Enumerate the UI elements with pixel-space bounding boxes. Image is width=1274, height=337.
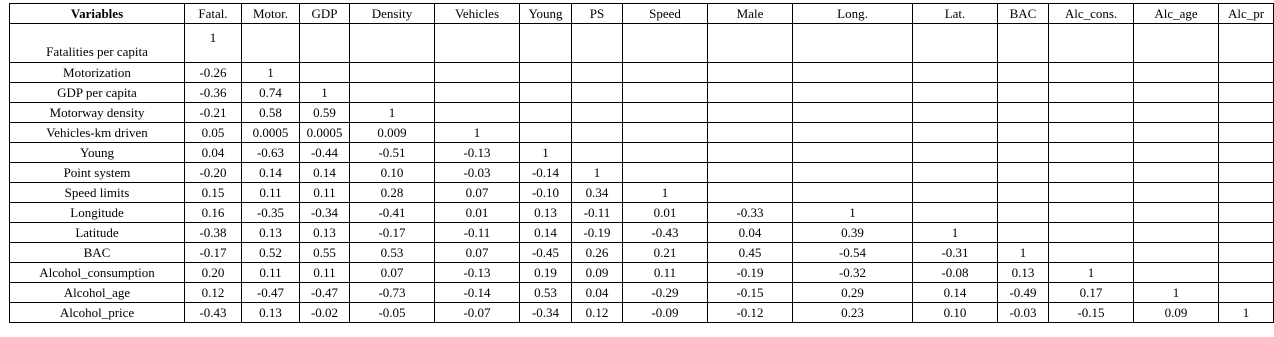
- table-body: [10, 24, 1274, 323]
- empty-cell: [572, 24, 623, 63]
- empty-cell: [793, 63, 913, 83]
- table-cell: -0.05: [350, 303, 435, 323]
- table-cell: -0.14: [520, 163, 572, 183]
- table-cell: -0.19: [572, 223, 623, 243]
- table-cell: -0.17: [350, 223, 435, 243]
- table-cell: 0.04: [185, 143, 242, 163]
- table-row: [10, 243, 1274, 263]
- empty-cell: [913, 143, 998, 163]
- table-cell: 0.01: [435, 203, 520, 223]
- row-label: Alcohol_price: [10, 303, 185, 323]
- table-row: [10, 263, 1274, 283]
- empty-cell: [572, 83, 623, 103]
- row-label: Alcohol_consumption: [10, 263, 185, 283]
- table-cell: 0.11: [623, 263, 708, 283]
- empty-cell: [913, 203, 998, 223]
- empty-cell: [350, 63, 435, 83]
- empty-cell: [1049, 243, 1134, 263]
- table-cell: 0.09: [1134, 303, 1219, 323]
- table-cell: 0.20: [185, 263, 242, 283]
- table-cell: 0.14: [242, 163, 300, 183]
- empty-cell: [623, 83, 708, 103]
- column-header: Alc_pr: [1219, 4, 1274, 24]
- empty-cell: [1134, 123, 1219, 143]
- table-cell: 0.11: [242, 263, 300, 283]
- table-cell: 0.21: [623, 243, 708, 263]
- empty-cell: [572, 63, 623, 83]
- table-cell: 1: [793, 203, 913, 223]
- correlation-table: [9, 3, 1274, 323]
- table-cell: -0.32: [793, 263, 913, 283]
- empty-cell: [623, 163, 708, 183]
- table-row: [10, 63, 1274, 83]
- empty-cell: [913, 183, 998, 203]
- empty-cell: [998, 143, 1049, 163]
- row-label: BAC: [10, 243, 185, 263]
- table-cell: -0.19: [708, 263, 793, 283]
- table-row: [10, 24, 1274, 63]
- table-cell: 0.11: [242, 183, 300, 203]
- empty-cell: [1049, 163, 1134, 183]
- table-cell: -0.54: [793, 243, 913, 263]
- table-cell: -0.13: [435, 143, 520, 163]
- table-cell: 0.17: [1049, 283, 1134, 303]
- table-cell: 0.12: [572, 303, 623, 323]
- table-cell: -0.20: [185, 163, 242, 183]
- table-cell: 0.55: [300, 243, 350, 263]
- empty-cell: [1134, 103, 1219, 123]
- table-row: [10, 163, 1274, 183]
- table-cell: 1: [350, 103, 435, 123]
- empty-cell: [300, 24, 350, 63]
- empty-cell: [1134, 63, 1219, 83]
- table-cell: -0.08: [913, 263, 998, 283]
- empty-cell: [998, 103, 1049, 123]
- empty-cell: [1049, 123, 1134, 143]
- table-row: [10, 223, 1274, 243]
- column-header: Long.: [793, 4, 913, 24]
- table-cell: -0.09: [623, 303, 708, 323]
- table-row: [10, 303, 1274, 323]
- table-cell: -0.73: [350, 283, 435, 303]
- row-label: GDP per capita: [10, 83, 185, 103]
- empty-cell: [913, 123, 998, 143]
- table-cell: 0.23: [793, 303, 913, 323]
- table-cell: 0.13: [242, 223, 300, 243]
- table-cell: 0.16: [185, 203, 242, 223]
- table-cell: 0.14: [520, 223, 572, 243]
- empty-cell: [998, 63, 1049, 83]
- table-cell: 0.12: [185, 283, 242, 303]
- table-cell: -0.12: [708, 303, 793, 323]
- table-row: [10, 103, 1274, 123]
- table-cell: 0.009: [350, 123, 435, 143]
- empty-cell: [793, 83, 913, 103]
- table-cell: -0.11: [435, 223, 520, 243]
- empty-cell: [1134, 203, 1219, 223]
- table-cell: -0.26: [185, 63, 242, 83]
- column-header: Alc_cons.: [1049, 4, 1134, 24]
- table-cell: -0.21: [185, 103, 242, 123]
- empty-cell: [1134, 243, 1219, 263]
- table-cell: 0.58: [242, 103, 300, 123]
- table-cell: -0.41: [350, 203, 435, 223]
- table-cell: -0.44: [300, 143, 350, 163]
- empty-cell: [793, 143, 913, 163]
- table-cell: -0.47: [300, 283, 350, 303]
- empty-cell: [435, 83, 520, 103]
- table-cell: 0.0005: [300, 123, 350, 143]
- table-row: [10, 123, 1274, 143]
- row-label: Latitude: [10, 223, 185, 243]
- table-cell: 1: [1134, 283, 1219, 303]
- empty-cell: [520, 123, 572, 143]
- table-cell: 0.14: [300, 163, 350, 183]
- empty-cell: [242, 24, 300, 63]
- table-cell: 1: [242, 63, 300, 83]
- empty-cell: [1219, 283, 1274, 303]
- empty-cell: [1134, 143, 1219, 163]
- table-cell: -0.34: [520, 303, 572, 323]
- column-header: Speed: [623, 4, 708, 24]
- table-cell: 0.13: [242, 303, 300, 323]
- empty-cell: [998, 183, 1049, 203]
- empty-cell: [1219, 24, 1274, 63]
- empty-cell: [1134, 223, 1219, 243]
- row-label: Point system: [10, 163, 185, 183]
- empty-cell: [793, 183, 913, 203]
- table-cell: 0.07: [435, 243, 520, 263]
- empty-cell: [708, 63, 793, 83]
- empty-cell: [300, 63, 350, 83]
- empty-cell: [793, 123, 913, 143]
- table-cell: 0.53: [350, 243, 435, 263]
- empty-cell: [998, 123, 1049, 143]
- table-cell: -0.45: [520, 243, 572, 263]
- table-cell: 0.14: [913, 283, 998, 303]
- table-row: [10, 83, 1274, 103]
- row-label: Fatalities per capita: [10, 24, 185, 63]
- empty-cell: [572, 123, 623, 143]
- table-cell: 0.59: [300, 103, 350, 123]
- empty-cell: [793, 24, 913, 63]
- table-cell: -0.17: [185, 243, 242, 263]
- empty-cell: [1219, 163, 1274, 183]
- table-row: [10, 203, 1274, 223]
- table-cell: -0.49: [998, 283, 1049, 303]
- table-cell: 0.11: [300, 263, 350, 283]
- empty-cell: [1219, 143, 1274, 163]
- table-cell: 1: [913, 223, 998, 243]
- table-cell: 0.05: [185, 123, 242, 143]
- empty-cell: [708, 103, 793, 123]
- empty-cell: [998, 223, 1049, 243]
- table-cell: 0.13: [300, 223, 350, 243]
- empty-cell: [572, 143, 623, 163]
- table-cell: -0.47: [242, 283, 300, 303]
- row-label: Motorway density: [10, 103, 185, 123]
- empty-cell: [435, 103, 520, 123]
- table-header: [10, 4, 1274, 24]
- column-header: GDP: [300, 4, 350, 24]
- table-cell: -0.13: [435, 263, 520, 283]
- table-cell: 0.15: [185, 183, 242, 203]
- table-row: [10, 143, 1274, 163]
- header-row: [10, 4, 1274, 24]
- table-cell: 0.13: [998, 263, 1049, 283]
- table-cell: 0.10: [913, 303, 998, 323]
- table-cell: 0.13: [520, 203, 572, 223]
- table-cell: 0.53: [520, 283, 572, 303]
- column-header: Alc_age: [1134, 4, 1219, 24]
- table-row: [10, 283, 1274, 303]
- table-cell: -0.33: [708, 203, 793, 223]
- empty-cell: [708, 24, 793, 63]
- table-cell: -0.10: [520, 183, 572, 203]
- column-header: Male: [708, 4, 793, 24]
- empty-cell: [708, 183, 793, 203]
- table-cell: 0.10: [350, 163, 435, 183]
- table-cell: -0.38: [185, 223, 242, 243]
- empty-cell: [1049, 203, 1134, 223]
- empty-cell: [913, 103, 998, 123]
- table-cell: 1: [520, 143, 572, 163]
- table-cell: 0.04: [708, 223, 793, 243]
- empty-cell: [793, 103, 913, 123]
- table-cell: -0.36: [185, 83, 242, 103]
- empty-cell: [1049, 63, 1134, 83]
- table-cell: 1: [1049, 263, 1134, 283]
- table-cell: -0.34: [300, 203, 350, 223]
- empty-cell: [913, 63, 998, 83]
- empty-cell: [998, 203, 1049, 223]
- table-cell: 0.45: [708, 243, 793, 263]
- row-label: Motorization: [10, 63, 185, 83]
- table-cell: 0.74: [242, 83, 300, 103]
- column-header: Motor.: [242, 4, 300, 24]
- table-cell: 0.26: [572, 243, 623, 263]
- table-cell: -0.14: [435, 283, 520, 303]
- table-cell: -0.02: [300, 303, 350, 323]
- empty-cell: [1219, 123, 1274, 143]
- column-header: Lat.: [913, 4, 998, 24]
- empty-cell: [1049, 183, 1134, 203]
- empty-cell: [708, 123, 793, 143]
- empty-cell: [1049, 24, 1134, 63]
- empty-cell: [623, 103, 708, 123]
- empty-cell: [1134, 263, 1219, 283]
- table-row: [10, 183, 1274, 203]
- empty-cell: [998, 83, 1049, 103]
- row-label: Alcohol_age: [10, 283, 185, 303]
- empty-cell: [913, 83, 998, 103]
- table-cell: 1: [185, 24, 242, 63]
- empty-cell: [998, 24, 1049, 63]
- table-cell: 0.07: [435, 183, 520, 203]
- empty-cell: [623, 63, 708, 83]
- column-header: Density: [350, 4, 435, 24]
- empty-cell: [1219, 223, 1274, 243]
- empty-cell: [520, 83, 572, 103]
- table-cell: 0.11: [300, 183, 350, 203]
- column-header: Fatal.: [185, 4, 242, 24]
- table-cell: -0.43: [623, 223, 708, 243]
- table-cell: 0.01: [623, 203, 708, 223]
- column-header: Vehicles: [435, 4, 520, 24]
- table-cell: 1: [623, 183, 708, 203]
- empty-cell: [623, 123, 708, 143]
- table-cell: -0.63: [242, 143, 300, 163]
- empty-cell: [708, 83, 793, 103]
- empty-cell: [1134, 163, 1219, 183]
- column-header: BAC: [998, 4, 1049, 24]
- row-label: Vehicles-km driven: [10, 123, 185, 143]
- empty-cell: [1134, 183, 1219, 203]
- table-cell: 0.52: [242, 243, 300, 263]
- table-cell: 0.28: [350, 183, 435, 203]
- table-cell: 1: [1219, 303, 1274, 323]
- empty-cell: [520, 24, 572, 63]
- table-cell: 0.39: [793, 223, 913, 243]
- row-label: Longitude: [10, 203, 185, 223]
- corner-header: Variables: [10, 4, 185, 24]
- empty-cell: [435, 24, 520, 63]
- table-cell: 1: [435, 123, 520, 143]
- empty-cell: [998, 163, 1049, 183]
- table-cell: -0.51: [350, 143, 435, 163]
- row-label: Speed limits: [10, 183, 185, 203]
- empty-cell: [623, 143, 708, 163]
- table-cell: -0.15: [708, 283, 793, 303]
- empty-cell: [1134, 24, 1219, 63]
- column-header: Young: [520, 4, 572, 24]
- correlation-table-container: [9, 3, 1265, 323]
- empty-cell: [1219, 83, 1274, 103]
- table-cell: 0.34: [572, 183, 623, 203]
- table-cell: -0.03: [998, 303, 1049, 323]
- table-cell: 0.29: [793, 283, 913, 303]
- empty-cell: [350, 83, 435, 103]
- empty-cell: [1219, 263, 1274, 283]
- empty-cell: [1219, 103, 1274, 123]
- table-cell: -0.15: [1049, 303, 1134, 323]
- table-cell: 0.19: [520, 263, 572, 283]
- empty-cell: [1049, 223, 1134, 243]
- table-cell: 0.0005: [242, 123, 300, 143]
- empty-cell: [350, 24, 435, 63]
- table-cell: -0.35: [242, 203, 300, 223]
- table-cell: 1: [300, 83, 350, 103]
- empty-cell: [913, 163, 998, 183]
- row-label: Young: [10, 143, 185, 163]
- table-cell: 1: [998, 243, 1049, 263]
- empty-cell: [520, 103, 572, 123]
- column-header: PS: [572, 4, 623, 24]
- table-cell: 1: [572, 163, 623, 183]
- empty-cell: [623, 24, 708, 63]
- table-cell: 0.04: [572, 283, 623, 303]
- table-cell: -0.11: [572, 203, 623, 223]
- empty-cell: [435, 63, 520, 83]
- empty-cell: [1049, 103, 1134, 123]
- empty-cell: [913, 24, 998, 63]
- table-cell: -0.03: [435, 163, 520, 183]
- table-cell: 0.07: [350, 263, 435, 283]
- empty-cell: [1049, 83, 1134, 103]
- empty-cell: [1049, 143, 1134, 163]
- empty-cell: [520, 63, 572, 83]
- table-cell: -0.29: [623, 283, 708, 303]
- empty-cell: [1219, 203, 1274, 223]
- empty-cell: [1134, 83, 1219, 103]
- empty-cell: [708, 143, 793, 163]
- table-cell: -0.07: [435, 303, 520, 323]
- table-cell: 0.09: [572, 263, 623, 283]
- empty-cell: [793, 163, 913, 183]
- empty-cell: [1219, 63, 1274, 83]
- empty-cell: [708, 163, 793, 183]
- table-cell: -0.31: [913, 243, 998, 263]
- empty-cell: [1219, 183, 1274, 203]
- empty-cell: [572, 103, 623, 123]
- empty-cell: [1219, 243, 1274, 263]
- table-cell: -0.43: [185, 303, 242, 323]
